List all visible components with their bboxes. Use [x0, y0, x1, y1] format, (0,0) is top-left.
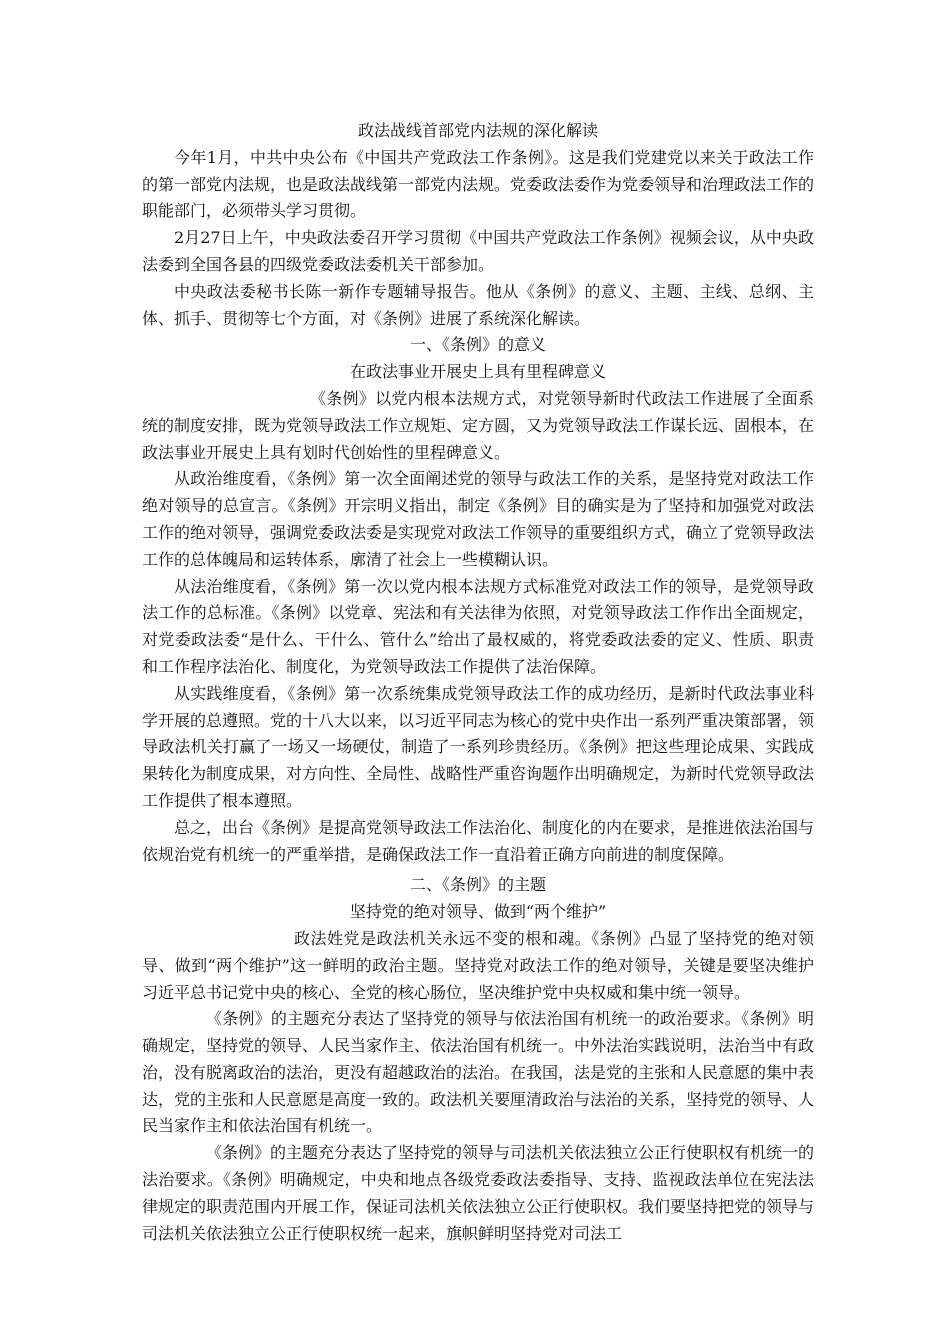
section-1-paragraph-1: 《条例》以党内根本法规方式，对党领导新时代政法工作进展了全面系统的制度安排，既为党领导政法工作立规矩、定方圆，又为党领导政法工作谋长远、固根本，在政法事业开展史上具有划时代创始性的里程碑意义。	[142, 388, 815, 462]
section-1-paragraph-3: 从法治维度看，《条例》第一次以党内根本法规方式标准党对政法工作的领导，是党领导政法工作的总标准。《条例》以党章、宪法和有关法律为依照，对党领导政法工作作出全面规定，对党委政法委“是什么、干什么、管什么”给出了最权威的，将党委政法委的定义、性质、职责和工作程序法治化、制度化，为党领导政法工作提供了法治保障。	[142, 576, 814, 676]
section-2-subheading: 坚持党的绝对领导、做到“两个维护”	[349, 902, 607, 922]
section-1-paragraph-4: 从实践维度看，《条例》第一次系统集成党领导政法工作的成功经历，是新时代政法事业科学开展的总遵照。党的十八大以来，以习近平同志为核心的党中央作出一系列严重决策部署，领导政法机关打赢了一场又一场硬仗，制造了一系列珍贵经历。《条例》把这些理论成果、实践成果转化为制度成果，对方向性、全局性、战略性严重咨询题作出明确规定，为新时代党领导政法工作提供了根本遵照。	[142, 683, 815, 810]
document-page	[142, 118, 814, 1247]
section-2-paragraph-2: 《条例》的主题充分表达了坚持党的领导与依法治国有机统一的政治要求。《条例》明确规定，坚持党的领导、人民当家作主、依法治国有机统一。中外法治实践说明，法治当中有政治，没有脱离政治的法治，更没有超越政治的法治。在我国，法是党的主张和人民意愿的集中表达，党的主张和人民意愿是高度一致的。政法机关要厘清政治与法治的关系，坚持党的领导、人民当家作主和依法治国有机统一。	[142, 1009, 815, 1136]
section-2-paragraph-1: 政法姓党是政法机关永远不变的根和魂。《条例》凸显了坚持党的绝对领导、做到“两个维护”这一鲜明的政治主题。坚持党对政法工作的绝对领导，关键是要坚决维护习近平总书记党中央的核心、全党的核心肠位，坚决维护党中央权威和集中统一领导。	[142, 928, 814, 1002]
section-1-heading: 一、《条例》的意义	[409, 335, 546, 355]
section-2-heading: 二、《条例》的主题	[409, 875, 546, 895]
document-title: 政法战线首部党内法规的深化解读	[357, 121, 598, 140]
intro-paragraph-2: 2月27日上午，中央政法委召开学习贯彻《中国共产党政法工作条例》视频会议，从中央政法委到全国各县的四级党委政法委机关干部参加。	[142, 228, 814, 274]
section-1-paragraph-2: 从政治维度看，《条例》第一次全面阐述党的领导与政法工作的关系，是坚持党对政法工作绝对领导的总宣言。《条例》开宗明义指出，制定《条例》目的确实是为了坚持和加强党对政法工作的绝对领导，强调党委政法委是实现党对政法工作领导的重要组织方式，确立了党领导政法工作的总体魄局和运转体系，廓清了社会上一些模糊认识。	[142, 469, 815, 569]
section-1-subheading: 在政法事业开展史上具有里程碑意义	[349, 362, 606, 382]
intro-paragraph-3: 中央政法委秘书长陈一新作专题辅导报告。他从《条例》的意义、主题、主线、总纲、主体、抓手、贯彻等七个方面，对《条例》进展了系统深化解读。	[142, 281, 814, 328]
intro-paragraph-1: 今年1月，中共中央公布《中国共产党政法工作条例》。这是我们党建党以来关于政法工作的第一部党内法规，也是政法战线第一部党内法规。党委政法委作为党委领导和治理政法工作的职能部门，必须带头学习贯彻。	[142, 147, 815, 221]
section-2-paragraph-3: 《条例》的主题充分表达了坚持党的领导与司法机关依法独立公正行使职权有机统一的法治要求。《条例》明确规定，中央和地点各级党委政法委指导、支持、监视政法单位在宪法法律规定的职责范围内开展工作，保证司法机关依法独立公正行使职权。我们要坚持把党的领导与司法机关依法独立公正行使职权统一起来，旗帜鲜明坚持党对司法工	[142, 1143, 815, 1243]
section-1-paragraph-5: 总之，出台《条例》是提高党领导政法工作法治化、制度化的内在要求，是推进依法治国与依规治党有机统一的严重举措，是确保政法工作一直沿着正确方向前进的制度保障。	[142, 817, 815, 864]
